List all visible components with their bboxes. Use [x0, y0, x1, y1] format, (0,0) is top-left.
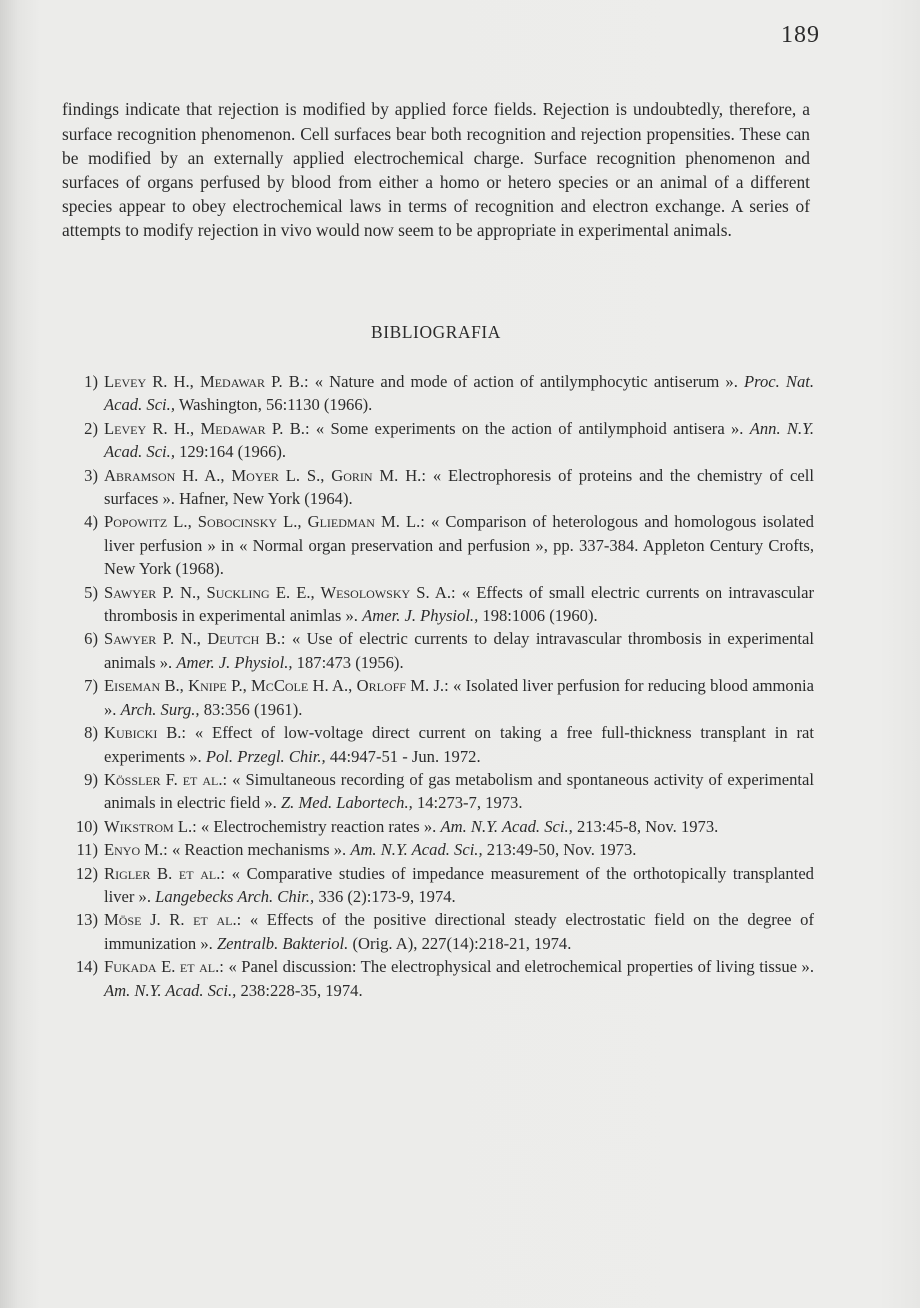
reference-number: 4): [84, 512, 98, 532]
reference-item: [62, 370, 814, 417]
bibliography-title: BIBLIOGRAFIA: [371, 322, 501, 342]
reference-number: 6): [84, 629, 98, 649]
reference-details: 83:356 (1961).: [203, 699, 303, 719]
reference-item: [62, 674, 814, 721]
reference-number: 9): [84, 769, 98, 789]
reference-authors: Levey R. H., Medawar P. B.:: [104, 418, 310, 438]
reference-title: « Electrochemistry reaction rates ».: [200, 816, 437, 836]
reference-details: 187:473 (1956).: [296, 652, 404, 672]
reference-item: [62, 908, 814, 955]
reference-journal: Amer. J. Physiol.,: [176, 652, 293, 672]
reference-journal: Z. Med. Labortech.,: [280, 793, 413, 813]
reference-details: 213:45-8, Nov. 1973.: [576, 816, 719, 836]
reference-number: 11): [76, 840, 98, 860]
reference-title: « Effects of small electric currents on intravascular thrombosis in experimental animlas ».: [104, 582, 814, 626]
reference-list: [62, 370, 814, 1002]
reference-title: « Electrophoresis of proteins and the chemistry of cell surfaces ».: [104, 465, 814, 509]
reference-journal: Langebecks Arch. Chir.,: [155, 886, 315, 906]
reference-title: « Use of electric currents to delay intravascular thrombosis in experimental animals ».: [104, 629, 815, 672]
reference-authors: Sawyer P. N., Suckling E. E., Wesolowsky S. A.:: [104, 582, 456, 602]
reference-authors: Rigler B. et al.:: [104, 863, 225, 883]
reference-item: [62, 815, 814, 838]
reference-number: 13): [75, 910, 98, 930]
reference-details: (Orig. A), 227(14):218-21, 1974.: [352, 933, 572, 953]
reference-details: Hafner, New York (1964).: [179, 489, 353, 509]
reference-item: [62, 838, 814, 861]
reference-number: 10): [75, 816, 98, 836]
reference-title: « Panel discussion: The electrophysical and eletrochemical properties of living tissue ».: [228, 957, 814, 977]
reference-details: 213:49-50, Nov. 1973.: [486, 840, 637, 860]
reference-number: 5): [84, 582, 98, 602]
reference-details: 129:164 (1966).: [179, 442, 287, 462]
reference-item: [62, 581, 814, 628]
reference-journal: Am. N.Y. Acad. Sci.,: [440, 816, 573, 836]
reference-item: [62, 417, 814, 464]
reference-item: [62, 510, 814, 580]
reference-details: 198:1006 (1960).: [482, 606, 598, 626]
reference-authors: Levey R. H., Medawar P. B.:: [104, 372, 309, 391]
reference-item: [62, 721, 814, 768]
reference-authors: Möse J. R. et al.:: [104, 910, 242, 930]
reference-details: 14:273-7, 1973.: [416, 793, 523, 813]
reference-journal: Amer. J. Physiol.,: [362, 606, 479, 626]
reference-authors: Enyo M.:: [104, 840, 168, 860]
reference-number: 8): [84, 723, 98, 743]
reference-title: « Effect of low-voltage direct current on taking a free full-thickness transplant in rat experiments ».: [104, 723, 814, 766]
reference-journal: Zentralb. Bakteriol.: [216, 933, 349, 953]
reference-number: 2): [84, 418, 98, 438]
reference-authors: Wikstrom L.:: [104, 816, 197, 836]
reference-item: [62, 768, 814, 815]
reference-item: [62, 464, 814, 511]
reference-item: [62, 955, 814, 1002]
reference-journal: Am. N.Y. Acad. Sci.,: [350, 840, 483, 860]
reference-journal: Am. N.Y. Acad. Sci.,: [104, 980, 237, 1000]
page-number: 189: [781, 22, 820, 48]
reference-title: « Isolated liver perfusion for reducing blood ammonia ».: [104, 676, 814, 719]
reference-number: 1): [84, 372, 98, 391]
reference-title: « Comparative studies of impedance measurement of the orthotopically transplanted liver ».: [104, 863, 814, 906]
reference-journal: Ann. N.Y. Acad. Sci.,: [104, 418, 814, 462]
reference-title: « Effects of the positive directional steady electrostatic field on the degree of immunization ».: [104, 910, 814, 953]
reference-title: « Reaction mechanisms ».: [171, 840, 347, 860]
reference-title: « Nature and mode of action of antilymphocytic antiserum ».: [314, 372, 738, 391]
reference-number: 12): [75, 863, 98, 883]
reference-number: 7): [84, 676, 98, 696]
reference-title: « Comparison of heterologous and homologous isolated liver perfusion » in « Normal organ preservation and perfusion »,: [104, 512, 814, 555]
intro-paragraph: findings indicate that rejection is modified by applied force fields. Rejection is undoubtedly, therefore, a surface recognition phenomenon. Cell surfaces bear both recognition and rejection propensities. These can be modified by an externally applied electrochemical charge. Surface recognition phenomenon and surfaces of organs perfused by blood from either a homo or hetero species or an animal of a different species appear to obey electrochemical laws in terms of recognition and electron exchange. A series of attempts to modify rejection in vivo would now seem to be appropriate in experimental animals.: [62, 99, 810, 241]
reference-authors: Kössler F. et al.:: [104, 769, 228, 789]
reference-authors: Popowitz L., Sobocinsky L., Gliedman M. L.:: [104, 512, 425, 532]
reference-details: pp. 337-384. Appleton Century Crofts, New York (1968).: [104, 535, 814, 579]
reference-item: [62, 862, 814, 909]
reference-item: [62, 627, 814, 674]
reference-authors: Sawyer P. N., Deutch B.:: [104, 629, 286, 649]
reference-details: 238:228-35, 1974.: [240, 980, 363, 1000]
reference-journal: Pol. Przegl. Chir.,: [205, 746, 326, 766]
reference-journal: Arch. Surg.,: [120, 699, 200, 719]
reference-authors: Fukada E. et al.:: [104, 957, 224, 977]
reference-authors: Eiseman B., Knipe P., McCole H. A., Orloff M. J.:: [104, 676, 449, 696]
reference-journal: Proc. Nat. Acad. Sci.,: [104, 372, 815, 415]
reference-details: Washington, 56:1130 (1966).: [178, 395, 373, 415]
reference-details: 44:947-51 - Jun. 1972.: [329, 746, 481, 766]
reference-title: « Some experiments on the action of antilymphoid antisera ».: [315, 418, 744, 438]
reference-title: « Simultaneous recording of gas metabolism and spontaneous activity of experimental animals in electric field ».: [104, 769, 814, 813]
reference-number: 14): [75, 957, 98, 977]
reference-authors: Abramson H. A., Moyer L. S., Gorin M. H.:: [104, 465, 426, 485]
reference-number: 3): [84, 465, 98, 485]
reference-details: 336 (2):173-9, 1974.: [318, 886, 456, 906]
reference-authors: Kubicki B.:: [104, 723, 187, 743]
